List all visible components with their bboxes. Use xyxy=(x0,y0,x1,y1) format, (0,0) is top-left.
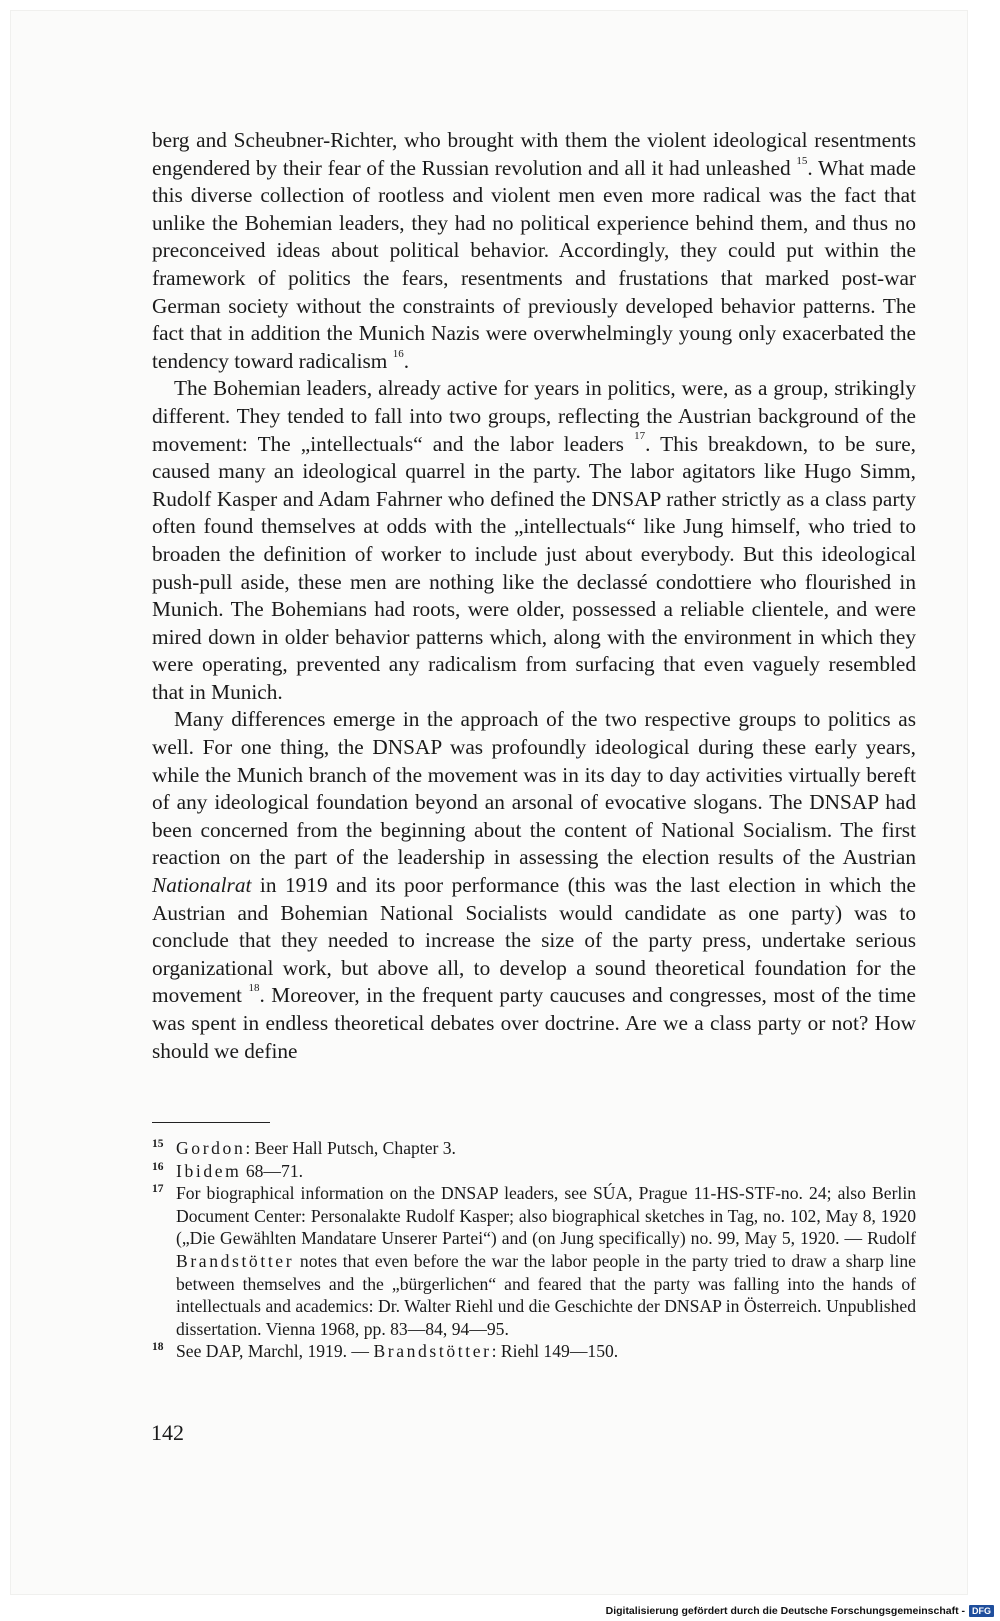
footnote-ref: 17 xyxy=(634,430,646,443)
footnote-number: 17 xyxy=(152,1183,164,1196)
paragraph-text: berg and Scheubner-Richter, who brought with them the violent ideological resentments engendered by their fear of the Russian revolution and all it had unleashed xyxy=(152,128,916,180)
paragraph-text: Many differences emerge in the approach of the two respective groups to politics as well. For one thing, the DNSAP was profoundly ideological during these early years, while the Munich branch of the movement was in its day to day activities virtually bereft of any ideological foundation beyond an arsonal of evocative slogans. The DNSAP had been concerned from the beginning about the content of National Socialism. The first reaction on the part of the leadership in assessing the election results of the Austrian xyxy=(152,707,916,870)
footnote-author: Brandstötter xyxy=(176,1250,295,1271)
footnote-ref: 16 xyxy=(392,347,404,360)
digitization-credit xyxy=(606,1605,994,1617)
footnote-author: Gordon xyxy=(176,1138,246,1158)
paragraph-text: . What made this diverse collection of rootless and violent men even more radical was the fact that unlike the Bohemian leaders, they had no political experience behind them, and thus no preconceived ideas about political behavior. Accordingly, they could put within the framework of politics the fears, resentments and frustations that marked post-war German society without the constraints of previously developed behavior patterns. The fact that in addition the Munich Nazis were overwhelmingly young only exacerbated the tendency toward radicalism xyxy=(152,155,916,373)
footnote-text: 68—71. xyxy=(241,1160,304,1181)
paragraph-text: The Bohemian leaders, already active for years in politics, were, as a group, strikingly different. They tended to fall into two groups, reflecting the Austrian background of the movement: The „intellectuals“ and the labor leaders xyxy=(152,376,916,456)
book-page xyxy=(10,10,968,1595)
footnote-text: See DAP, Marchl, 1919. — xyxy=(176,1341,374,1362)
footnote-divider xyxy=(152,1122,270,1123)
paragraph-text: . Moreover, in the frequent party caucuses and congresses, most of the time was spent in endless theoretical debates over doctrine. Are we a class party or not? How should we define xyxy=(152,983,916,1063)
paragraph-text: in 1919 and its poor performance (this was the last election in which the Austrian and Bohemian National Socialists would candidate as one party) was to conclude that they needed to increase the size of the party press, undertake serious organizational work, but above all, to develop a sound theoretical foundation for the movement xyxy=(152,873,916,1008)
main-text xyxy=(152,127,916,1065)
paragraph xyxy=(152,127,916,375)
footnotes xyxy=(152,1137,916,1363)
footnote-number: 15 xyxy=(152,1138,164,1150)
footnote-text: notes that even before the war the labor people in the party tried to draw a sharp line between themselves and the „bürgerlichen“ and feared that the party was falling into the hands of intellectuals and academics: Dr. Walter Riehl und die Geschichte der DNSAP in Österreich. Unpublished dissertation. Vienna 1968, pp. 83—84, 94—95. xyxy=(176,1250,916,1339)
footnote xyxy=(152,1137,916,1160)
italic-term: Nationalrat xyxy=(152,873,252,898)
paragraph xyxy=(152,706,916,1065)
dfg-logo: DFG xyxy=(969,1605,994,1617)
paragraph-text: . This breakdown, to be sure, caused many an ideological quarrel in the party. The labor agitators like Hugo Simm, Rudolf Kasper and Adam Fahrner who defined the DNSAP rather strictly as a class party often found themselves at odds with the „intellectuals“ like Jung himself, who tried to broaden the definition of worker to include just about everybody. But this ideological push-pull aside, these men are nothing like the declassé condottiere who flourished in Munich. The Bohemians had roots, were older, possessed a reliable clientele, and were mired down in older behavior patterns which, along with the environment in which they were operating, prevented any radicalism from surfacing that even vaguely resembled that in Munich. xyxy=(152,431,916,704)
footnote xyxy=(152,1160,916,1183)
footnote-number: 16 xyxy=(152,1160,164,1173)
footnote-ref: 18 xyxy=(248,982,260,995)
footnote-number: 18 xyxy=(152,1341,164,1354)
credit-text: Digitalisierung gefördert durch die Deutsche Forschungsgemeinschaft - xyxy=(605,1605,965,1617)
footnote-text: For biographical information on the DNSAP leaders, see SÚA, Prague 11-HS-STF-no. 24; also Berlin Document Center: Personalakte Rudolf Kasper; also biographical sketches in Tag, no. 102, May 8, 1920 („Die Gewählten Mandatare Unserer Partei“) and (on Jung specifically) no. 99, May 5, 1920. — Rudolf xyxy=(176,1183,916,1249)
footnote xyxy=(152,1340,916,1363)
footnote-ref: 15 xyxy=(796,154,808,167)
footnote-text: : Riehl 149—150. xyxy=(491,1341,619,1362)
paragraph xyxy=(152,375,916,706)
footnote-text: : Beer Hall Putsch, Chapter 3. xyxy=(245,1138,456,1158)
footnote xyxy=(152,1182,916,1340)
page-number: 142 xyxy=(151,1420,184,1445)
paragraph-text: . xyxy=(403,348,410,373)
footnote-author: Brandstötter xyxy=(373,1341,492,1362)
footnote-author: Ibidem xyxy=(176,1160,242,1181)
